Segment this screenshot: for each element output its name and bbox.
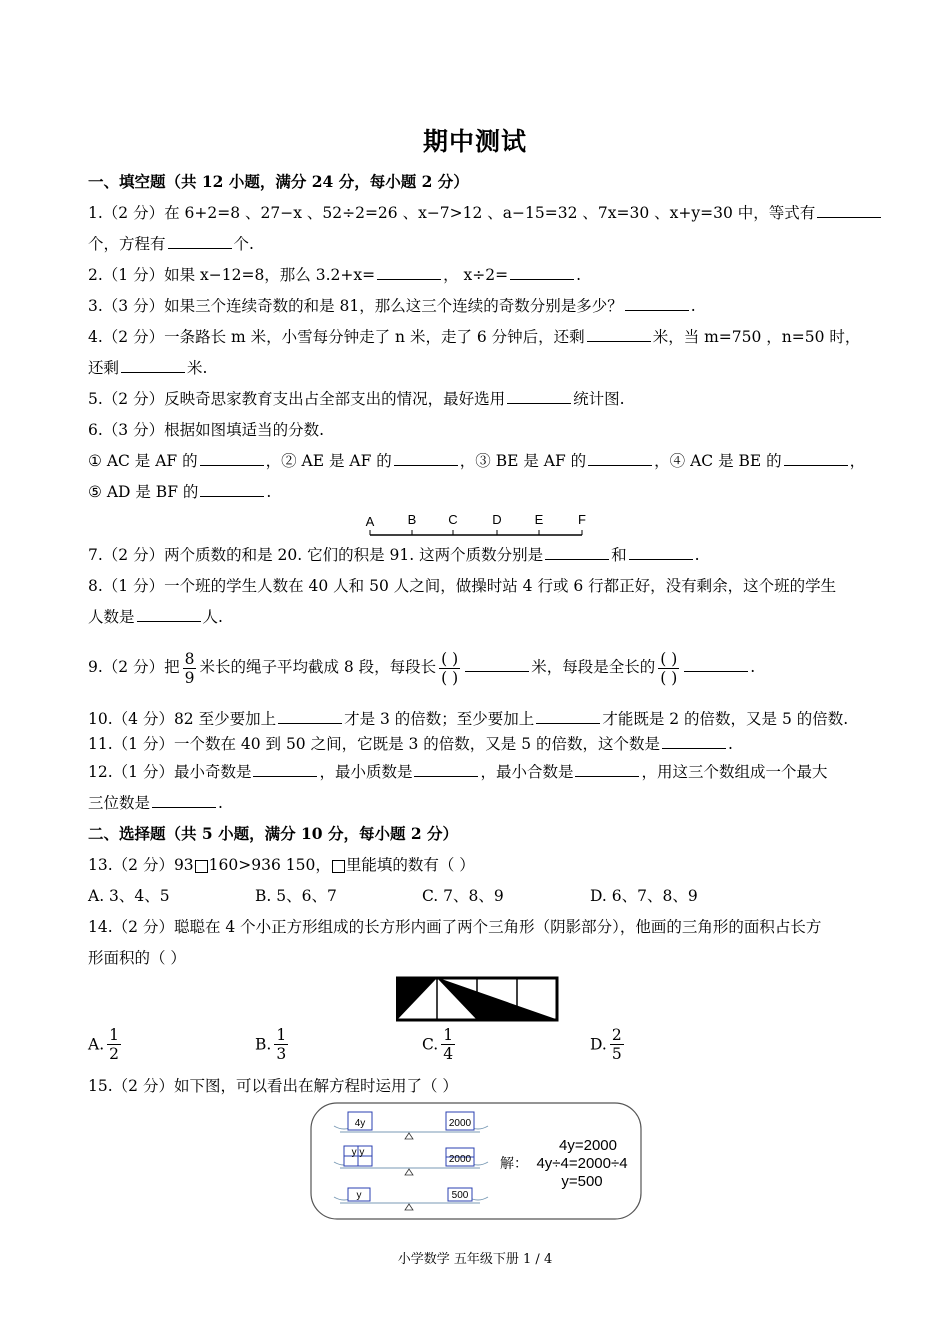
page-title: 期中测试 (422, 127, 527, 156)
question-11 (88, 734, 878, 754)
question-10 (88, 709, 878, 729)
answer-blank[interactable] (588, 451, 652, 466)
right-weight-label: 2000 (448, 1154, 472, 1165)
answer-blank[interactable] (414, 762, 478, 777)
question-7 (88, 545, 878, 565)
empty-square-icon (195, 860, 208, 873)
fraction-numerator: 1 (443, 1026, 454, 1044)
question-2-text: 2.（1 分）如果 x−12=8，那么 3.2+x= (88, 266, 376, 284)
answer-blank[interactable] (784, 451, 848, 466)
question-3 (88, 296, 878, 316)
fraction-denominator: 5 (611, 1045, 622, 1063)
question-12-text-5: 三位数是 (88, 794, 151, 812)
question-1-line-2 (88, 234, 878, 254)
option-fraction (274, 1026, 288, 1063)
number-line-figure (362, 508, 592, 540)
solve-label: 解： (500, 1155, 528, 1171)
q13-option-a[interactable]: A. 3、4、5 (88, 887, 170, 905)
question-2-text-2: ， x÷2= (443, 266, 509, 284)
answer-blank[interactable] (575, 762, 639, 777)
q14-option-d[interactable] (590, 1026, 627, 1063)
right-weight-label: 500 (451, 1190, 469, 1201)
option-fraction (610, 1026, 624, 1063)
option-fraction (441, 1026, 455, 1063)
question-9-text-4: . (750, 658, 756, 676)
answer-blank[interactable] (168, 234, 232, 249)
answer-blank[interactable] (465, 657, 529, 672)
question-9 (88, 644, 878, 690)
question-11-text-2: . (728, 735, 733, 753)
section-heading-multiple-choice: 二、选择题（共 5 小题，满分 10 分，每小题 2 分） (88, 824, 459, 843)
answer-blank[interactable] (817, 203, 881, 218)
q13-option-d[interactable]: D. 6、7、8、9 (590, 887, 698, 905)
q6-part-6: ⑤ AD 是 BF 的 (88, 483, 199, 501)
answer-blank[interactable] (253, 762, 317, 777)
answer-blank[interactable] (507, 389, 571, 404)
q14-option-b[interactable] (255, 1026, 291, 1063)
answer-blank[interactable] (684, 657, 748, 672)
question-8-text: 人数是 (88, 608, 135, 626)
question-12-text-2: ，最小质数是 (319, 763, 413, 781)
fraction-numerator-blank: ( ) (660, 649, 678, 668)
question-1-text-2: 个，方程有 (88, 235, 166, 253)
fraction-denominator-blank: ( ) (441, 668, 459, 687)
q13-option-c[interactable]: C. 7、8、9 (422, 887, 504, 905)
question-5 (88, 389, 878, 409)
question-11-text: 11.（1 分）一个数在 40 到 50 之间，它既是 3 的倍数，又是 5 的倍数，这个数是 (88, 735, 661, 753)
option-label: B. (255, 1035, 272, 1054)
right-weight-label: 2000 (448, 1118, 472, 1129)
answer-blank[interactable] (200, 482, 264, 497)
q14-option-a[interactable] (88, 1026, 124, 1063)
q6-part-5: ， (849, 452, 866, 470)
question-7-text: 7.（2 分）两个质数的和是 20. 它们的积是 91. 这两个质数分别是 (88, 546, 544, 564)
fraction-denominator: 2 (109, 1045, 119, 1063)
ruler-label-b: B (407, 512, 417, 527)
question-4-text-3: 还剩 (88, 359, 120, 377)
ruler-label-c: C (448, 512, 458, 527)
fraction-denominator: 9 (184, 668, 195, 687)
question-8-line-2 (88, 607, 878, 627)
answer-blank[interactable] (278, 709, 342, 724)
fraction-denominator: 3 (276, 1045, 287, 1063)
answer-blank[interactable] (510, 265, 574, 280)
ruler-label-a: A (365, 514, 375, 529)
question-12-text: 12.（1 分）最小奇数是 (88, 763, 252, 781)
empty-square-icon (332, 860, 345, 873)
section-heading-fill-in: 一、填空题（共 12 小题，满分 24 分，每小题 2 分） (88, 172, 469, 191)
question-13-text: 13.（2 分）93 (88, 856, 194, 874)
question-4-text: 4.（2 分）一条路长 m 米，小雪每分钟走了 n 米，走了 6 分钟后，还剩 (88, 328, 585, 346)
question-12-text-4: ，用这三个数组成一个最大 (641, 763, 828, 781)
ruler-label-d: D (492, 512, 502, 527)
fraction-numerator: 1 (109, 1026, 119, 1044)
question-4-line-1 (88, 327, 878, 347)
question-8-text-2: 人. (202, 608, 223, 626)
fraction-numerator: 2 (611, 1026, 622, 1044)
answer-blank[interactable] (629, 545, 693, 560)
question-13-text-3: 里能填的数有（ ） (345, 856, 475, 874)
question-13 (88, 855, 878, 875)
question-4-text-4: 米. (187, 359, 208, 377)
page-footer: 小学数学 五年级下册 1 / 4 (397, 1252, 553, 1267)
question-12-text-3: ，最小合数是 (480, 763, 574, 781)
question-2 (88, 265, 878, 285)
question-5-text-2: 统计图. (573, 390, 625, 408)
answer-blank[interactable] (545, 545, 609, 560)
equation-line-1: 4y=2000 (559, 1137, 617, 1154)
question-1-text-3: 个. (233, 235, 254, 253)
answer-blank[interactable] (394, 451, 458, 466)
answer-blank[interactable] (152, 793, 216, 808)
question-7-text-3: . (694, 546, 700, 564)
fraction-answer-box[interactable] (658, 650, 679, 687)
fraction-answer-box[interactable] (439, 650, 460, 687)
answer-blank[interactable] (536, 709, 600, 724)
question-2-text-3: . (576, 266, 582, 284)
question-10-text-2: 才是 3 的倍数；至少要加上 (344, 710, 535, 728)
fraction-denominator-blank: ( ) (660, 668, 678, 687)
question-14-line-1: 14.（2 分）聪聪在 4 个小正方形组成的长方形内画了两个三角形（阴影部分），他画的三角形的面积占长方 (88, 918, 822, 936)
question-9-text: 9.（2 分）把 (88, 658, 180, 676)
question-4-text-2: 米，当 m=750 ，n=50 时， (652, 328, 861, 346)
question-10-text: 10.（4 分）82 至少要加上 (88, 710, 277, 728)
answer-blank[interactable] (137, 607, 201, 622)
fraction-eight-ninths (183, 650, 197, 687)
answer-blank[interactable] (377, 265, 441, 280)
shaded-rectangle-figure (396, 976, 560, 1022)
question-12-text-6: . (218, 794, 223, 812)
answer-blank[interactable] (121, 358, 185, 373)
question-5-text: 5.（2 分）反映奇思家教育支出占全部支出的情况，最好选用 (88, 390, 506, 408)
answer-blank[interactable] (587, 327, 651, 342)
question-7-text-2: 和 (611, 546, 627, 564)
question-15: 15.（2 分）如下图，可以看出在解方程时运用了（ ） (88, 1077, 458, 1095)
fraction-numerator-blank: ( ) (441, 649, 459, 668)
question-8-line-1: 8.（1 分）一个班的学生人数在 40 人和 50 人之间，做操时站 4 行或 6 行都正好，没有剩余，这个班的学生 (88, 577, 837, 595)
question-14-line-2: 形面积的（ ） (88, 949, 186, 967)
q6-part-4: ，④ AC 是 BE 的 (654, 452, 782, 470)
q13-option-b[interactable]: B. 5、6、7 (255, 887, 337, 905)
answer-blank[interactable] (200, 451, 264, 466)
q6-part-1: ① AC 是 AF 的 (88, 452, 198, 470)
option-label: C. (422, 1035, 439, 1054)
question-9-text-2: 米长的绳子平均截成 8 段，每段长 (199, 658, 437, 676)
answer-blank[interactable] (625, 296, 689, 311)
question-6-line-3 (88, 482, 878, 502)
question-13-text-2: 160>936 150， (208, 856, 331, 874)
answer-blank[interactable] (662, 734, 726, 749)
question-9-text-3: 米，每段是全长的 (531, 658, 656, 676)
left-weight-label: y (356, 1190, 362, 1201)
q6-part-7: . (266, 483, 272, 501)
left-weight-label: y y (351, 1147, 365, 1158)
equation-line-2: 4y÷4=2000÷4 (536, 1155, 628, 1172)
fraction-numerator: 1 (276, 1026, 287, 1044)
ruler-label-f: F (578, 512, 586, 527)
option-label: A. (88, 1035, 105, 1054)
option-fraction (107, 1026, 121, 1063)
question-4-line-2 (88, 358, 878, 378)
fraction-denominator: 4 (443, 1045, 454, 1063)
ruler-label-e: E (534, 512, 544, 527)
equation-line-3: y=500 (561, 1173, 603, 1190)
question-10-text-3: 才能既是 2 的倍数，又是 5 的倍数. (602, 710, 849, 728)
question-1-text: 1.（2 分）在 6+2=8 、27−x 、52÷2=26 、x−7>12 、a−15=32 、7x=30 、x+y=30 中，等式有 (88, 204, 816, 222)
fraction-numerator: 8 (184, 649, 195, 668)
question-1-line-1 (88, 203, 878, 223)
question-6-line-2 (88, 451, 878, 471)
left-weight-label: 4y (354, 1118, 366, 1129)
question-6: 6.（3 分）根据如图填适当的分数. (88, 421, 325, 439)
balance-scale-figure (310, 1102, 642, 1220)
q14-option-c[interactable] (422, 1026, 458, 1063)
question-12-line-1 (88, 762, 878, 782)
q6-part-3: ，③ BE 是 AF 的 (459, 452, 587, 470)
question-3-text-2: . (690, 297, 696, 315)
option-label: D. (590, 1035, 607, 1054)
q6-part-2: ，② AE 是 AF 的 (265, 452, 392, 470)
question-3-text: 3.（3 分）如果三个连续奇数的和是 81，那么这三个连续的奇数分别是多少？ (88, 297, 623, 315)
question-12-line-2 (88, 793, 878, 813)
